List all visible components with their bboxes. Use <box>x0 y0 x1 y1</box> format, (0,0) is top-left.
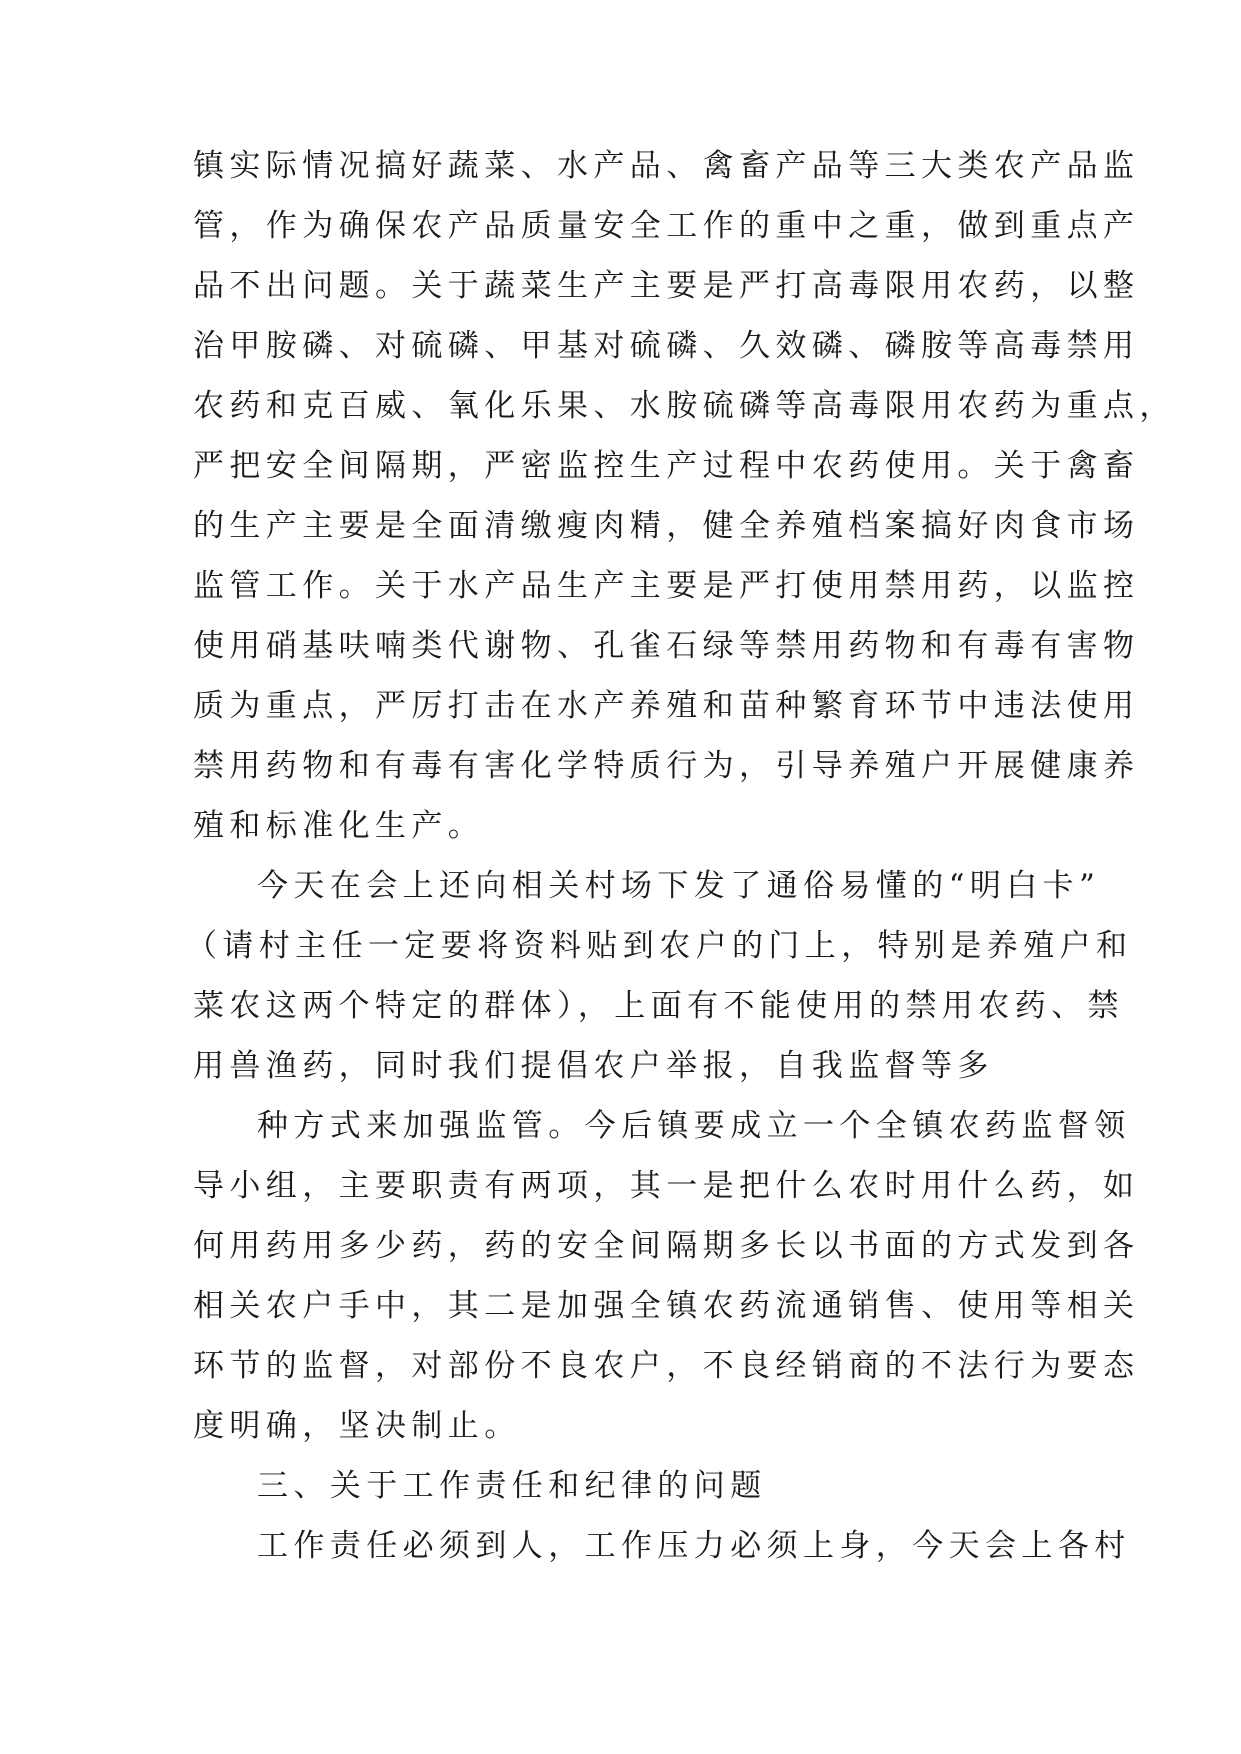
body-text-line: 禁用药物和有毒有害化学特质行为，引导养殖户开展健康养 <box>193 748 1140 784</box>
paragraph-first-line: 工作责任必须到人，工作压力必须上身，今天会上各村 <box>257 1528 1131 1564</box>
body-text-line: 品不出问题。关于蔬菜生产主要是严打高毒限用农药，以整 <box>193 268 1140 304</box>
body-text-line: 菜农这两个特定的群体），上面有不能使用的禁用农药、禁 <box>193 988 1124 1024</box>
body-text-line: 使用硝基呋喃类代谢物、孔雀石绿等禁用药物和有毒有害物 <box>193 628 1140 664</box>
body-text-line: （请村主任一定要将资料贴到农户的门上，特别是养殖户和 <box>186 928 1133 964</box>
body-text-line: 管，作为确保农产品质量安全工作的重中之重，做到重点产 <box>193 208 1140 244</box>
body-text-line: 严把安全间隔期，严密监控生产过程中农药使用。关于禽畜 <box>193 448 1140 484</box>
body-text-line: 质为重点，严厉打击在水产养殖和苗种繁育环节中违法使用 <box>193 688 1140 724</box>
body-text-line: 何用药用多少药，药的安全间隔期多长以书面的方式发到各 <box>193 1228 1140 1264</box>
body-text-line: 度明确，坚决制止。 <box>193 1408 521 1444</box>
section-heading: 三、关于工作责任和纪律的问题 <box>257 1468 767 1504</box>
body-text-line: 的生产主要是全面清缴瘦肉精，健全养殖档案搞好肉食市场 <box>193 508 1140 544</box>
body-text-line: 监管工作。关于水产品生产主要是严打使用禁用药，以监控 <box>193 568 1140 604</box>
body-text-line: 相关农户手中，其二是加强全镇农药流通销售、使用等相关 <box>193 1288 1140 1324</box>
paragraph-first-line: 今天在会上还向相关村场下发了通俗易懂的“明白卡” <box>257 868 1101 904</box>
body-text-line: 导小组，主要职责有两项，其一是把什么农时用什么药，如 <box>193 1168 1140 1204</box>
body-text-line: 农药和克百威、氧化乐果、水胺硫磷等高毒限用农药为重点， <box>193 388 1176 424</box>
paragraph-first-line: 种方式来加强监管。今后镇要成立一个全镇农药监督领 <box>257 1108 1131 1144</box>
body-text-line: 用兽渔药，同时我们提倡农户举报，自我监督等多 <box>193 1048 994 1084</box>
body-text-line: 环节的监督，对部份不良农户，不良经销商的不法行为要态 <box>193 1348 1140 1384</box>
body-text-line: 镇实际情况搞好蔬菜、水产品、禽畜产品等三大类农产品监 <box>193 148 1140 184</box>
body-text-line: 殖和标准化生产。 <box>193 808 485 844</box>
body-text-line: 治甲胺磷、对硫磷、甲基对硫磷、久效磷、磷胺等高毒禁用 <box>193 328 1140 364</box>
